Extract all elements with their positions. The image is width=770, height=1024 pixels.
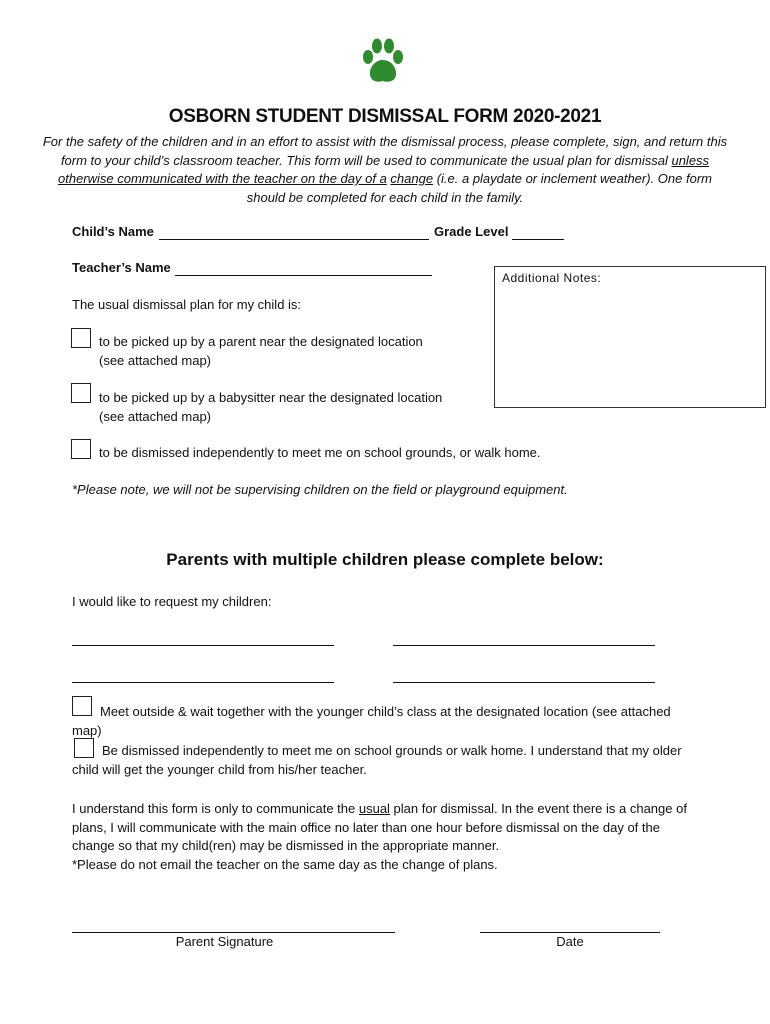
- parent-pickup-checkbox[interactable]: [71, 328, 91, 348]
- form-title: OSBORN STUDENT DISMISSAL FORM 2020-2021: [168, 106, 602, 127]
- teacher-name-label: Teacher’s Name: [72, 260, 171, 275]
- grade-level-label: Grade Level: [434, 224, 509, 239]
- independent-dismissal-checkbox[interactable]: [71, 439, 91, 459]
- additional-notes-label: Additional Notes:: [502, 271, 602, 285]
- meet-outside-option: Meet outside & wait together with the younger child’s class at the designated location (see attached: [100, 704, 671, 719]
- grade-level-field[interactable]: [512, 227, 564, 240]
- additional-notes-box[interactable]: [494, 266, 766, 408]
- parent-pickup-option: to be picked up by a parent near the designated location (see attached map): [99, 334, 423, 368]
- teacher-name-field[interactable]: [175, 263, 432, 276]
- meet-outside-checkbox[interactable]: [72, 696, 92, 716]
- meet-outside-option-cont: map): [72, 723, 102, 738]
- usual-plan-label: The usual dismissal plan for my child is:: [72, 297, 302, 312]
- intro-text: For the safety of the children and in an effort to assist with the dismissal process, please complete, sign, and return this form to your child’s classroom teacher. This form will be used to communicate the usual plan for dismissal unless otherwise communicated with the teacher on the day of a change (i.e. a playdate or inclement weather). One form should be completed for each child in the family.: [42, 134, 728, 205]
- parent-signature-label: Parent Signature: [175, 934, 274, 949]
- babysitter-pickup-option: to be picked up by a babysitter near the designated location (see attached map): [99, 390, 443, 424]
- date-label: Date: [556, 934, 584, 949]
- child-name-line-2[interactable]: [393, 633, 655, 646]
- babysitter-pickup-checkbox[interactable]: [71, 383, 91, 403]
- child-name-line-4[interactable]: [393, 670, 655, 683]
- child-name-field[interactable]: [159, 227, 429, 240]
- dismiss-independently-option-cont: child will get the younger child from his/her teacher.: [72, 762, 367, 777]
- dismiss-independently-option: Be dismissed independently to meet me on school grounds or walk home. I understand that my older: [102, 743, 682, 758]
- supervision-note: *Please note, we will not be supervising children on the field or playground equipment.: [72, 482, 568, 497]
- parent-signature-field[interactable]: [72, 920, 395, 933]
- child-name-label: Child’s Name: [72, 224, 154, 239]
- understanding-paragraph: I understand this form is only to communicate the usual plan for dismissal. In the event there is a change of plans, I will communicate with the main office no later than one hour before dismissal on the day of the change so that my child(ren) may be dismissed in the appropriate manner. *Please do not email the teacher on the same day as the change of plans.: [72, 801, 687, 872]
- child-name-line-1[interactable]: [72, 633, 334, 646]
- date-field[interactable]: [480, 920, 660, 933]
- paw-print-icon: [362, 38, 404, 84]
- independent-dismissal-option: to be dismissed independently to meet me on school grounds, or walk home.: [99, 445, 541, 460]
- dismiss-independently-checkbox[interactable]: [74, 738, 94, 758]
- request-children-label: I would like to request my children:: [72, 594, 272, 609]
- child-name-line-3[interactable]: [72, 670, 334, 683]
- multiple-children-heading: Parents with multiple children please complete below:: [166, 550, 604, 569]
